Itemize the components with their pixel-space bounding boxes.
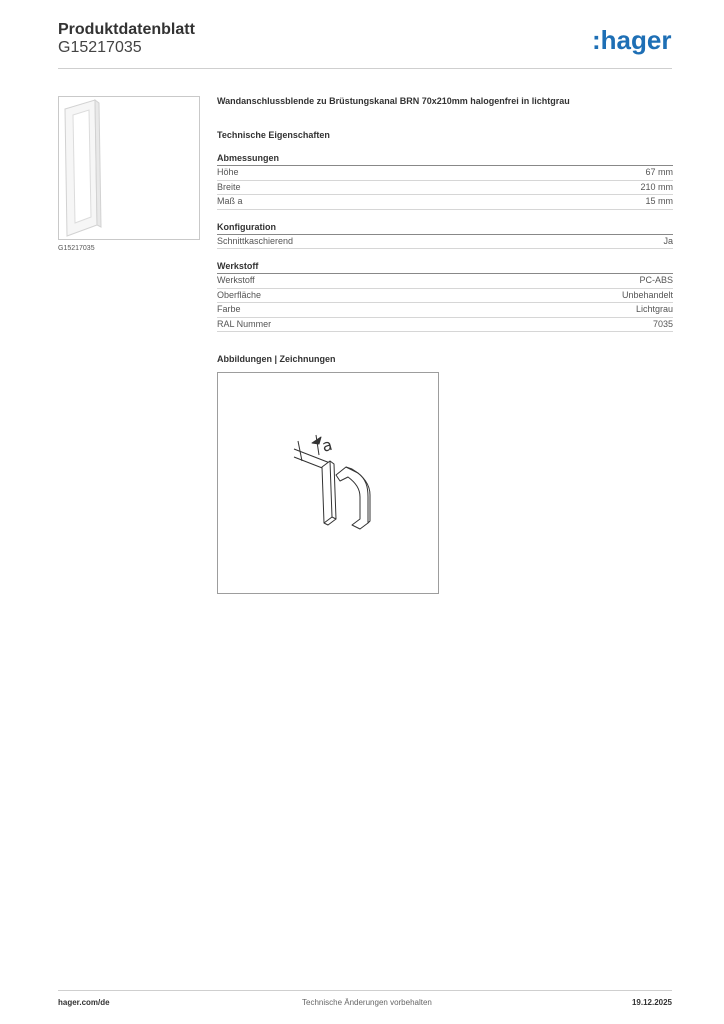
product-image-caption: G15217035 bbox=[58, 245, 95, 252]
product-frame-illustration bbox=[59, 97, 199, 239]
spec-label: Schnittkaschierend bbox=[217, 235, 294, 246]
spec-row bbox=[217, 274, 673, 289]
spec-label: Höhe bbox=[217, 167, 239, 177]
technical-drawing bbox=[217, 372, 439, 594]
spec-value: Ja bbox=[663, 235, 673, 246]
spec-label: Farbe bbox=[217, 304, 241, 314]
group-heading: Abmessungen bbox=[217, 152, 673, 166]
footer-date: 19.12.2025 bbox=[631, 998, 672, 1007]
spec-row bbox=[217, 318, 673, 333]
spec-row bbox=[217, 235, 673, 250]
group-material bbox=[217, 260, 673, 332]
footer-disclaimer: Technische Änderungen vorbehalten bbox=[302, 998, 432, 1007]
group-heading: Konfiguration bbox=[217, 221, 673, 235]
spec-value: 7035 bbox=[652, 318, 673, 329]
spec-value: Lichtgrau bbox=[635, 304, 673, 314]
spec-row bbox=[217, 289, 673, 304]
spec-row bbox=[217, 195, 673, 210]
group-dimensions bbox=[217, 152, 673, 210]
spec-label: Maß a bbox=[217, 196, 243, 206]
spec-value: 67 mm bbox=[645, 167, 673, 177]
spec-label: RAL Nummer bbox=[217, 318, 272, 329]
footer-website[interactable]: hager.com/de bbox=[58, 998, 110, 1007]
product-description: Wandanschlussblende zu Brüstungskanal BRN 70x210mm halogenfrei in lichtgrau bbox=[217, 96, 570, 106]
spec-row bbox=[217, 303, 673, 318]
spec-value: 15 mm bbox=[645, 196, 673, 206]
hager-logo bbox=[592, 27, 674, 57]
spec-value: PC-ABS bbox=[639, 275, 673, 285]
spec-value: 210 mm bbox=[640, 181, 673, 192]
spec-value: Unbehandelt bbox=[621, 289, 673, 300]
spec-label: Oberfläche bbox=[217, 289, 262, 300]
tech-heading: Technische Eigenschaften bbox=[217, 130, 330, 140]
header-divider bbox=[58, 68, 672, 69]
drawings-heading: Abbildungen | Zeichnungen bbox=[217, 354, 336, 364]
spec-row bbox=[217, 181, 673, 196]
group-heading: Werkstoff bbox=[217, 260, 673, 274]
article-number: G15217035 bbox=[58, 39, 142, 56]
group-configuration bbox=[217, 221, 673, 250]
technical-drawing-illustration bbox=[218, 373, 438, 593]
dimension-label: a bbox=[319, 434, 335, 456]
spec-label: Werkstoff bbox=[217, 275, 255, 285]
svg-text::hager: :hager bbox=[592, 27, 672, 55]
footer-divider bbox=[58, 990, 672, 991]
document-title: Produktdatenblatt bbox=[58, 21, 195, 38]
spec-label: Breite bbox=[217, 181, 241, 192]
spec-row bbox=[217, 166, 673, 181]
product-details bbox=[217, 96, 673, 364]
product-image bbox=[58, 96, 200, 240]
